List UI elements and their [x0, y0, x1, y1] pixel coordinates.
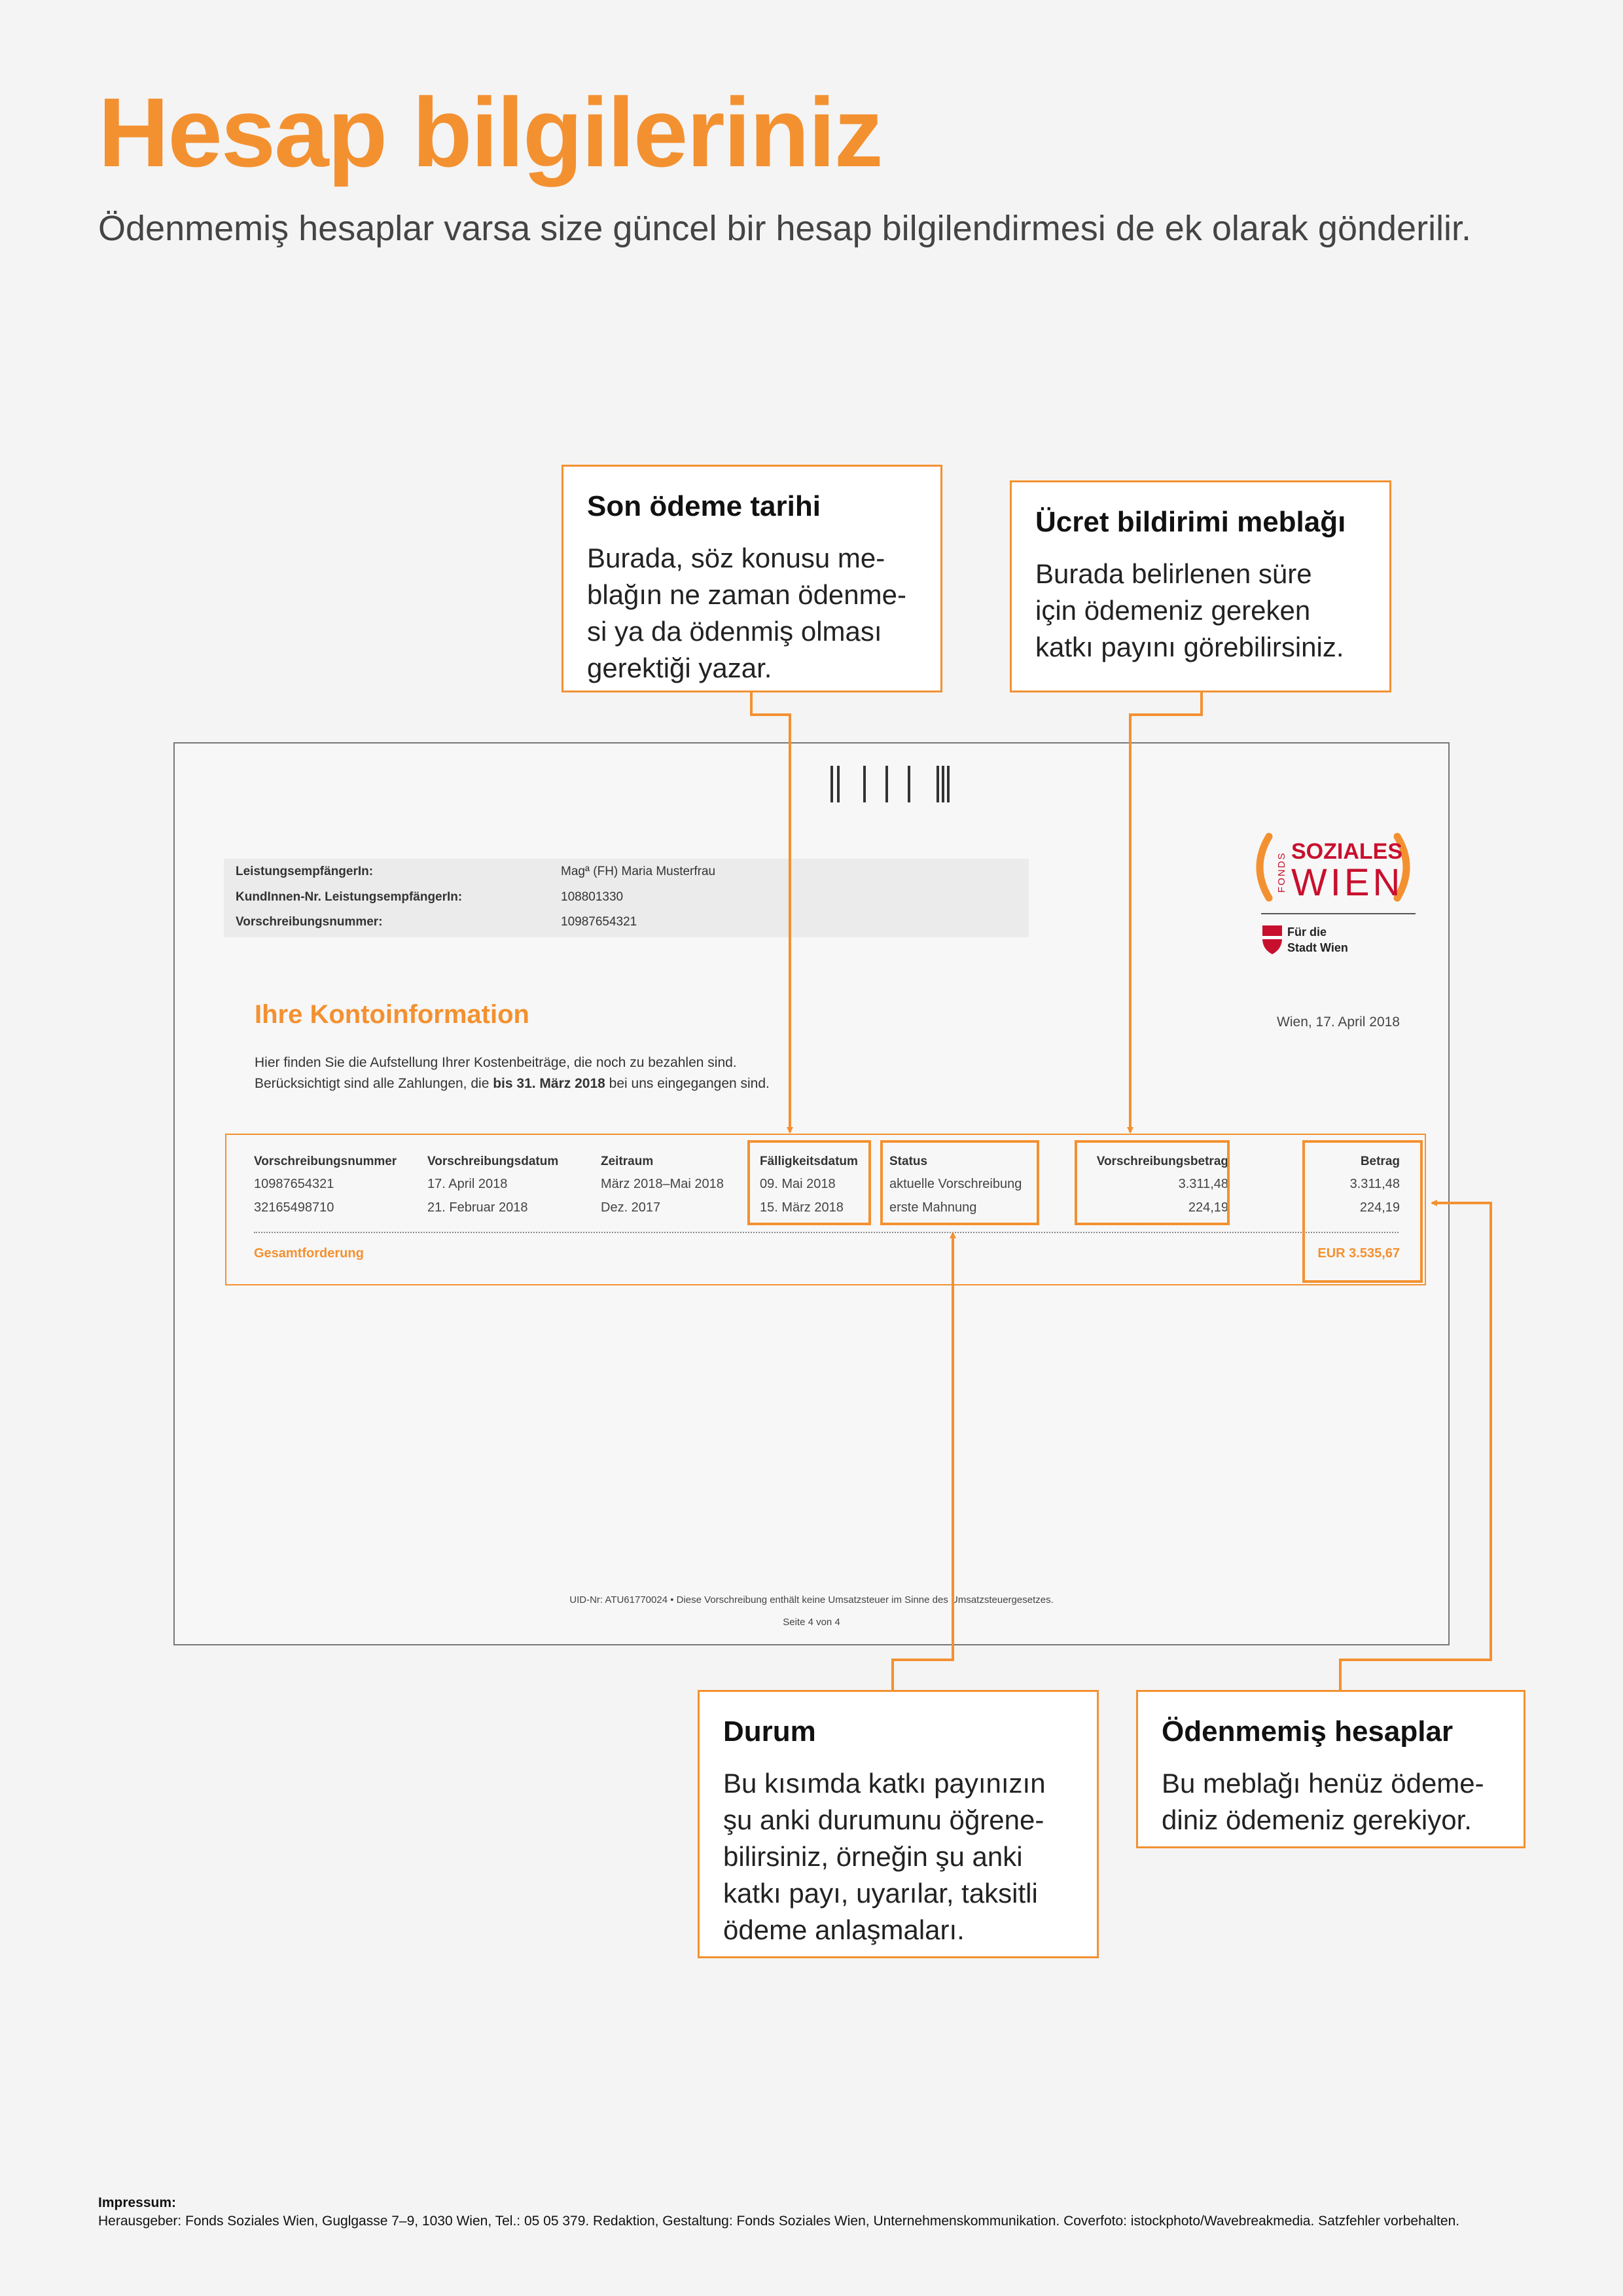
column-header: Vorschreibungsnummer	[254, 1155, 397, 1168]
total-value: EUR 3.535,67	[1317, 1246, 1400, 1261]
info-value: 10987654321	[561, 915, 637, 929]
document-title: Ihre Kontoinformation	[255, 1000, 529, 1029]
callout-status-title: Durum	[723, 1715, 816, 1748]
info-label: LeistungsempfängerIn:	[236, 865, 374, 878]
impressum-text: Herausgeber: Fonds Soziales Wien, Guglgasse 7–9, 1030 Wien, Tel.: 05 05 379. Redaktion, Gestaltung: Fonds Soziales Wien, Unternehmenskommunikation. Coverfoto: istockphoto/Wavebreakmedia. Satzfehler vorbehalten.	[98, 2214, 1460, 2229]
callout-unpaid-title: Ödenmemiş hesaplar	[1162, 1715, 1454, 1748]
column-header: Status	[889, 1155, 928, 1168]
page-subtitle: Ödenmemiş hesaplar varsa size güncel bir hesap bilgilendirmesi de ek olarak gönderilir.	[98, 209, 1472, 248]
column-header: Betrag	[1360, 1155, 1400, 1168]
impressum-title: Impressum:	[98, 2195, 177, 2210]
info-label: KundInnen-Nr. LeistungsempfängerIn:	[236, 890, 463, 904]
logo-stadt-wien: Stadt Wien	[1287, 941, 1348, 954]
callout-due-date-text: Burada, söz konusu me- blağın ne zaman ödenme- si ya da ödenmiş olması gerektiği yazar.	[587, 543, 906, 683]
callout-fee-amount-text: Burada belirlenen süre için ödemeniz gereken katkı payını görebilirsiniz.	[1035, 558, 1344, 662]
info-value: Magª (FH) Maria Musterfrau	[561, 865, 716, 878]
column-header: Fälligkeitsdatum	[760, 1155, 858, 1168]
total-label: Gesamtforderung	[254, 1246, 364, 1261]
logo-fuer-die: Für die	[1287, 925, 1327, 939]
logo-wien: WIEN	[1291, 861, 1404, 904]
info-value: 108801330	[561, 890, 624, 904]
account-table: Vorschreibungsnummer Vorschreibungsdatum Zeitraum Fälligkeitsdatum Status Vorschreibungsbetrag Betrag 10987654321 17. April 2018 März 2018–Mai 2018 09. Mai 2018 aktuelle Vorschreibung 3.311,48 3.311,48 32165498710 21. Februar 2018 Dez. 2017 15. März 2018 erste Mahnung 224,19 224,19 Gesamtforderung EUR 3.535,67	[225, 1134, 1426, 1285]
page-title: Hesap bilgileriniz	[98, 77, 882, 187]
document-date: Wien, 17. April 2018	[1277, 1014, 1400, 1030]
page-number: Seite 4 von 4	[783, 1617, 840, 1628]
callout-fee-amount-title: Ücret bildirimi meblağı	[1035, 506, 1346, 538]
intro-line-2: Berücksichtigt sind alle Zahlungen, die bis 31. März 2018 bei uns eingegangen sind.	[255, 1076, 770, 1091]
cutoff-date: bis 31. März 2018	[493, 1076, 605, 1091]
callout-due-date-title: Son ödeme tarihi	[587, 490, 821, 522]
column-header: Vorschreibungsbetrag	[1096, 1155, 1228, 1168]
column-header: Zeitraum	[601, 1155, 654, 1168]
uid-note: UID-Nr: ATU61770024 • Diese Vorschreibung enthält keine Umsatzsteuer im Sinne des Umsatzsteuergesetzes.	[569, 1594, 1054, 1605]
logo-soziales: SOZIALES	[1291, 839, 1403, 864]
intro-line-1: Hier finden Sie die Aufstellung Ihrer Kostenbeiträge, die noch zu bezahlen sind.	[255, 1055, 737, 1070]
logo-fonds: FONDS	[1276, 852, 1287, 893]
callout-status-text: Bu kısımda katkı payınızın şu anki durumunu öğrene- bilirsiniz, örneğin şu anki katkı payı, uyarılar, taksitli ödeme anlaşmaları.	[723, 1768, 1046, 1945]
column-header: Vorschreibungsdatum	[427, 1155, 559, 1168]
info-label: Vorschreibungsnummer:	[236, 915, 383, 929]
callout-unpaid-text: Bu meblağı henüz ödeme- diniz ödemeniz gerekiyor.	[1162, 1768, 1484, 1835]
